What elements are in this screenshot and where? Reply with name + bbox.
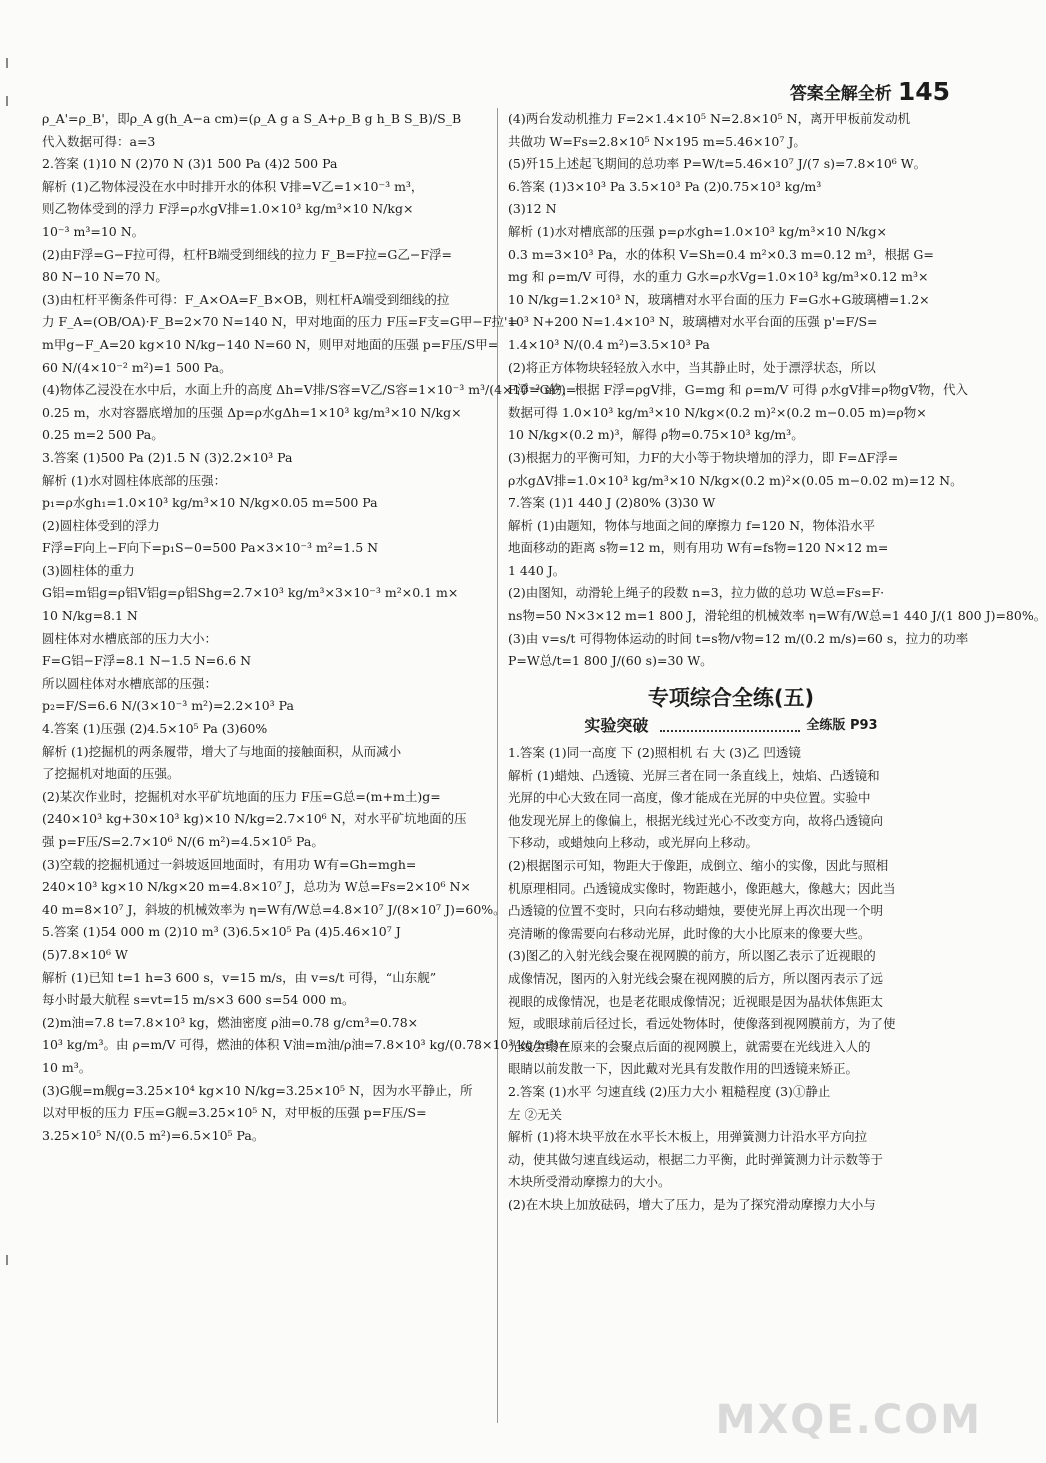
text-line: (2)根据图示可知，物距大于像距，成倒立、缩小的实像，因此与照相 — [508, 858, 889, 873]
text-line: 1.4×10³ N/(0.4 m²)=3.5×10³ Pa — [508, 336, 710, 352]
margin-mark — [6, 1255, 8, 1265]
text-line: 光线会聚在原来的会聚点后面的视网膜上，就需要在光线进入人的 — [508, 1038, 871, 1054]
text-line: (2)由F浮=G−F拉可得，杠杆B端受到细线的拉力 F_B=F拉=G乙−F浮= — [42, 246, 452, 262]
text-line: 数据可得 1.0×10³ kg/m³×10 N/kg×(0.2 m)²×(0.2 m−0.05 m)=ρ物× — [508, 404, 927, 420]
text-line: 解析 (1)将木块平放在水平长木板上，用弹簧测力计沿水平方向拉 — [508, 1129, 868, 1145]
text-line: p₁=ρ水gh₁=1.0×10³ kg/m³×10 N/kg×0.05 m=500 Pa — [42, 495, 378, 511]
text-line: (2)m油=7.8 t=7.8×10³ kg，燃油密度 ρ油=0.78 g/cm³=0.78× — [42, 1014, 419, 1030]
text-line: m甲g−F_A=20 kg×10 N/kg−140 N=60 N，则甲对地面的压强 p=F压/S甲= — [42, 336, 499, 352]
text-line: 视眼的成像情况，也是老花眼成像情况；近视眼是因为晶状体焦距太 — [508, 993, 884, 1009]
text-line: 圆柱体对水槽底部的压力大小： — [42, 630, 218, 646]
section-subtitle: 实验突破 — [584, 716, 649, 736]
text-line: (3)由 v=s/t 可得物体运动的时间 t=s物/v物=12 m/(0.2 m/s)=60 s，拉力的功率 — [508, 630, 969, 646]
text-line: 10 N/kg=1.2×10³ N，玻璃槽对水平台面的压力 F=G水+G玻璃槽=1.2× — [508, 291, 930, 307]
text-line: 0.25 m=2 500 Pa。 — [42, 427, 164, 443]
right-column-top — [508, 108, 1046, 673]
text-line: 凸透镜的位置不变时，只向右移动蜡烛，要使光屏上再次出现一个明 — [508, 903, 884, 919]
right-column — [508, 108, 1046, 1428]
text-line: 所以圆柱体对水槽底部的压强： — [42, 675, 218, 691]
text-line: (3)G舰=m舰g=3.25×10⁴ kg×10 N/kg=3.25×10⁵ N，因为水平静止，所 — [42, 1082, 473, 1098]
text-line: 2.答案 (1)水平 匀速直线 (2)压力大小 粗糙程度 (3)①静止 — [508, 1083, 831, 1099]
text-line: 0.25 m，水对容器底增加的压强 Δp=ρ水gΔh=1×10³ kg/m³×10 N/kg× — [42, 404, 462, 420]
page-number: 145 — [897, 77, 950, 106]
text-line: (3)12 N — [508, 201, 557, 217]
text-line: 7.答案 (1)1 440 J (2)80% (3)30 W — [508, 495, 716, 511]
text-line: 亮清晰的像需要向右移动光屏，此时像的大小比原来的像要大些。 — [508, 925, 871, 941]
section-title: 专项综合全练(五) — [647, 685, 815, 710]
text-line: (2)在木块上加放砝码，增大了压力，是为了探究滑动摩擦力大小与 — [508, 1196, 876, 1212]
text-line: 0.3 m=3×10³ Pa，水的体积 V=Sh=0.4 m²×0.3 m=0.12 m³，根据 G= — [508, 246, 934, 262]
text-line: 1.答案 (1)同一高度 下 (2)照相机 右 大 (3)乙 凹透镜 — [508, 745, 801, 761]
text-line: (4)物体乙浸没在水中后，水面上升的高度 Δh=V排/S容=V乙/S容=1×10⁻³ m³/(4×10⁻³ m²)= — [42, 382, 577, 398]
text-line: F浮=G物，根据 F浮=ρgV排，G=mg 和 ρ=m/V 可得 ρ水gV排=ρ物gV物，代入 — [508, 382, 968, 398]
text-line: 解析 (1)水对槽底部的压强 p=ρ水gh=1.0×10³ kg/m³×10 N/kg× — [508, 223, 887, 239]
text-line: 了挖掘机对地面的压强。 — [42, 766, 180, 782]
text-line: F浮=F向上−F向下=p₁S−0=500 Pa×3×10⁻³ m²=1.5 N — [42, 540, 379, 556]
text-line: 则乙物体受到的浮力 F浮=ρ水gV排=1.0×10³ kg/m³×10 N/kg× — [42, 201, 414, 217]
text-line: 240×10³ kg×10 N/kg×20 m=4.8×10⁷ J，总功为 W总=Fs=2×10⁶ N× — [42, 879, 471, 895]
text-line: 解析 (1)水对圆柱体底部的压强： — [42, 472, 227, 488]
text-line: 3.答案 (1)500 Pa (2)1.5 N (3)2.2×10³ Pa — [42, 449, 293, 465]
text-line: ρ水gΔV排=1.0×10³ kg/m³×10 N/kg×(0.2 m)²×(0.05 m−0.02 m)=12 N。 — [508, 472, 963, 488]
text-line: (3)图乙的入射光线会聚在视网膜的前方，所以图乙表示了近视眼的 — [508, 948, 876, 964]
text-line: 短，或眼球前后径过长，看远处物体时，使像落到视网膜前方，为了使 — [508, 1016, 896, 1032]
text-line: (2)某次作业时，挖掘机对水平矿坑地面的压力 F压=G总=(m+m土)g= — [42, 788, 441, 804]
text-line: 60 N/(4×10⁻² m²)=1 500 Pa。 — [42, 359, 232, 375]
text-line: (3)根据力的平衡可知，力F的大小等于物块增加的浮力，即 F=ΔF浮= — [508, 449, 899, 465]
text-line: 10 N/kg×(0.2 m)³，解得 ρ物=0.75×10³ kg/m³。 — [508, 427, 804, 443]
text-line: 10⁻³ m³=10 N。 — [42, 223, 145, 239]
text-line: 光屏的中心大致在同一高度，像才能成在光屏的中央位置。实验中 — [508, 790, 871, 806]
text-line: 40 m=8×10⁷ J，斜坡的机械效率为 η=W有/W总=4.8×10⁷ J/(8×10⁷ J)=60%。 — [42, 901, 506, 917]
text-line: ns物=50 N×3×12 m=1 800 J，滑轮组的机械效率 η=W有/W总=1 440 J/(1 800 J)=80%。 — [508, 608, 1046, 624]
page-header — [790, 68, 950, 104]
section-reference: 全练版 P93 — [806, 718, 878, 734]
text-line: (3)圆柱体的重力 — [42, 562, 135, 578]
section-subtitle-row — [508, 715, 954, 738]
text-line: F=G铝−F浮=8.1 N−1.5 N=6.6 N — [42, 653, 252, 669]
text-line: 左 ②无关 — [508, 1106, 562, 1122]
text-line: (2)圆柱体受到的浮力 — [42, 517, 160, 533]
text-line: 木块所受滑动摩擦力的大小。 — [508, 1174, 671, 1190]
text-line: (5)歼15上述起飞期间的总功率 P=W/t=5.46×10⁷ J/(7 s)=7.8×10⁶ W。 — [508, 156, 927, 172]
dotted-leader — [660, 722, 800, 732]
text-line: 10³ N+200 N=1.4×10³ N，玻璃槽对水平台面的压强 p'=F/S= — [508, 314, 878, 330]
text-line: 解析 (1)乙物体浸没在水中时排开水的体积 V排=V乙=1×10⁻³ m³， — [42, 178, 424, 194]
text-line: P=W总/t=1 800 J/(60 s)=30 W。 — [508, 653, 713, 669]
text-line: ρ_A'=ρ_B'，即ρ_A g(h_A−a cm)=(ρ_A g a S_A+ρ_B g h_B S_B)/S_B — [42, 111, 462, 126]
text-line: 强 p=F压/S=2.7×10⁶ N/(6 m²)=4.5×10⁵ Pa。 — [42, 834, 324, 849]
text-line: 机原理相同。凸透镜成实像时，物距越小，像距越大，像越大；因此当 — [508, 880, 896, 896]
column-divider — [497, 108, 498, 1423]
text-line: 10 N/kg=8.1 N — [42, 608, 138, 624]
text-line: mg 和 ρ=m/V 可得，水的重力 G水=ρ水Vg=1.0×10³ kg/m³×0.12 m³× — [508, 269, 929, 285]
text-line: (240×10³ kg+30×10³ kg)×10 N/kg=2.7×10⁶ N，对水平矿坑地面的压 — [42, 811, 467, 827]
text-line: 以对甲板的压力 F压=G舰=3.25×10⁵ N，对甲板的压强 p=F压/S= — [42, 1105, 427, 1121]
text-line: 力 F_A=(OB/OA)·F_B=2×70 N=140 N，甲对地面的压力 F压=F支=G甲−F拉'= — [42, 314, 518, 330]
text-line: 2.答案 (1)10 N (2)70 N (3)1 500 Pa (4)2 500 Pa — [42, 156, 338, 172]
text-line: 动，使其做匀速直线运动，根据二力平衡，此时弹簧测力计示数等于 — [508, 1151, 884, 1167]
text-line: 解析 (1)蜡烛、凸透镜、光屏三者在同一条直线上，烛焰、凸透镜和 — [508, 767, 880, 783]
text-line: (5)7.8×10⁶ W — [42, 946, 128, 962]
text-line: 地面移动的距离 s物=12 m，则有用功 W有=fs物=120 N×12 m= — [508, 540, 889, 556]
text-line: 共做功 W=Fs=2.8×10⁵ N×195 m=5.46×10⁷ J。 — [508, 133, 806, 149]
text-line: 他发现光屏上的像偏上，根据光线过光心不改变方向，故将凸透镜向 — [508, 812, 884, 828]
text-line: 3.25×10⁵ N/(0.5 m²)=6.5×10⁵ Pa。 — [42, 1127, 265, 1143]
text-line: 每小时最大航程 s=vt=15 m/s×3 600 s=54 000 m。 — [42, 992, 355, 1008]
text-line: (3)空载的挖掘机通过一斜坡返回地面时，有用功 W有=Gh=mgh= — [42, 856, 417, 872]
text-line: 1 440 J。 — [508, 562, 566, 578]
text-line: 10 m³。 — [42, 1059, 92, 1075]
text-line: 代入数据可得：a=3 — [42, 133, 156, 149]
header-title: 答案全解全析 — [789, 84, 892, 104]
text-line: 眼睛以前发散一下，因此戴对光具有发散作用的凹透镜来矫正。 — [508, 1061, 859, 1077]
margin-mark — [6, 96, 8, 106]
text-line: G铝=m铝g=ρ铝V铝g=ρ铝Shg=2.7×10³ kg/m³×3×10⁻³ m²×0.1 m× — [42, 585, 459, 601]
text-line: 解析 (1)已知 t=1 h=3 600 s，v=15 m/s，由 v=s/t 可得，“山东舰” — [42, 969, 437, 985]
text-line: 成像情况，图丙的入射光线会聚在视网膜的后方，所以图丙表示了远 — [508, 970, 884, 986]
text-line: 下移动，或蜡烛向上移动，或光屏向上移动。 — [508, 835, 759, 851]
text-line: (4)两台发动机推力 F=2×1.4×10⁵ N=2.8×10⁵ N，离开甲板前发动机 — [508, 111, 911, 126]
text-line: 10³ kg/m³。由 ρ=m/V 可得，燃油的体积 V油=m油/ρ油=7.8×10³ kg/(0.78×10³ kg/m³)= — [42, 1037, 570, 1053]
watermark: MXQE.COM — [715, 1397, 982, 1443]
text-line: 4.答案 (1)压强 (2)4.5×10⁵ Pa (3)60% — [42, 721, 268, 737]
text-line: 6.答案 (1)3×10³ Pa 3.5×10³ Pa (2)0.75×10³ kg/m³ — [508, 178, 822, 194]
text-line: (3)由杠杆平衡条件可得：F_A×OA=F_B×OB，则杠杆A端受到细线的拉 — [42, 291, 450, 307]
right-column-bottom — [508, 742, 954, 1216]
text-line: (2)将正方体物块轻轻放入水中，当其静止时，处于漂浮状态，所以 — [508, 359, 876, 375]
margin-mark — [6, 58, 8, 68]
text-line: 5.答案 (1)54 000 m (2)10 m³ (3)6.5×10⁵ Pa (4)5.46×10⁷ J — [42, 924, 401, 940]
text-line: (2)由图知，动滑轮上绳子的段数 n=3，拉力做的总功 W总=Fs=F· — [508, 585, 885, 601]
text-line: 解析 (1)挖掘机的两条履带，增大了与地面的接触面积，从而减小 — [42, 743, 402, 759]
text-line: 80 N−10 N=70 N。 — [42, 269, 168, 285]
text-line: 解析 (1)由题知，物体与地面之间的摩擦力 f=120 N，物体沿水平 — [508, 517, 876, 533]
text-line: p₂=F/S=6.6 N/(3×10⁻³ m²)=2.2×10³ Pa — [42, 698, 294, 714]
